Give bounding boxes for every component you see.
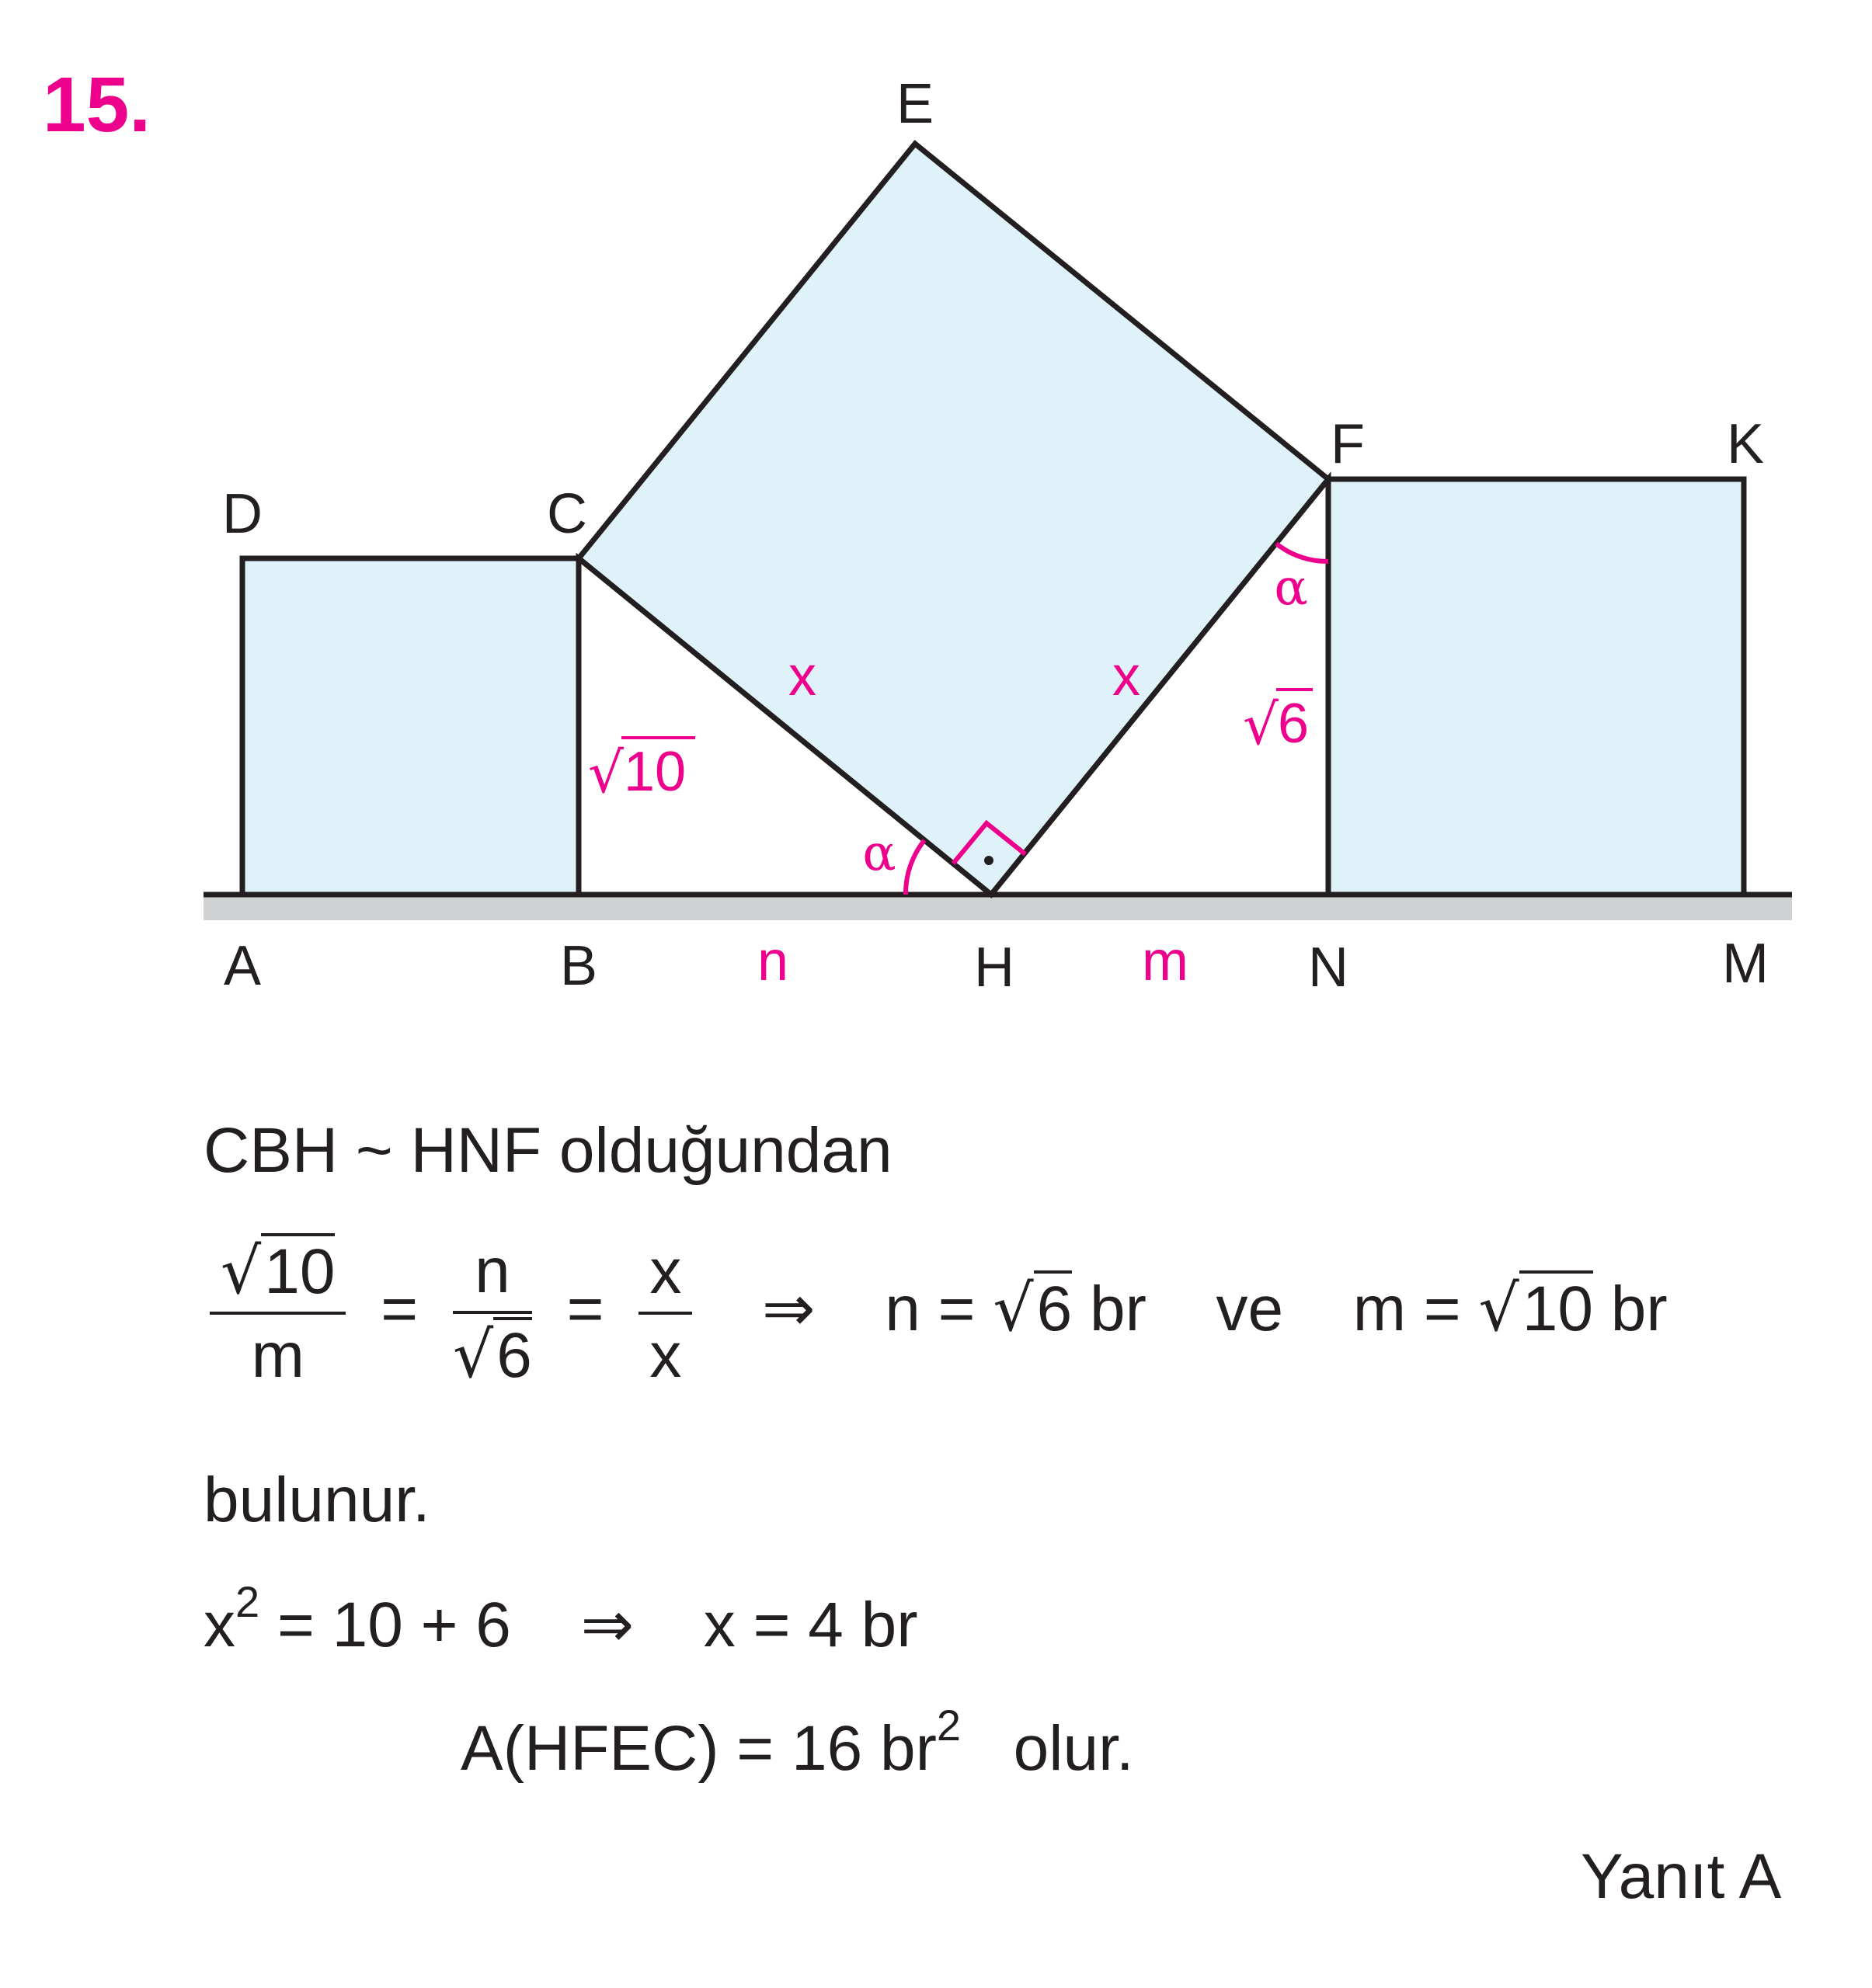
- label-nf-sqrt6: [1243, 690, 1313, 757]
- label-m: m: [1142, 930, 1188, 992]
- point-label-k: K: [1726, 413, 1765, 475]
- solution-equation: $\frac{√10}{m}$ = $\frac{n}{√6}$ = $\frac{x}{x}$ ⇒ n = √6 br ve m = √10 br: [210, 1235, 1668, 1392]
- point-label-m: M: [1722, 933, 1769, 995]
- svg-text:√: √: [588, 740, 624, 805]
- right-angle-dot: [984, 856, 993, 865]
- point-label-n: N: [1308, 937, 1348, 999]
- solution-line-1: CBH ~ HNF olduğundan: [204, 1115, 893, 1186]
- implies-arrow-1: ⇒: [761, 1272, 816, 1347]
- square-nmkf: [1328, 479, 1744, 895]
- question-number: 15.: [43, 61, 151, 148]
- solution-line-4: $x^2 = 10 + 6$ ⇒ x = 4 br: [204, 1577, 918, 1662]
- point-label-h: H: [974, 937, 1014, 999]
- svg-text:√: √: [1243, 692, 1279, 757]
- point-label-b: B: [559, 935, 598, 997]
- label-n: n: [757, 930, 789, 992]
- answer-label: Yanıt A: [1581, 1841, 1782, 1912]
- fraction-2: $\frac{n}{√6}$: [452, 1236, 532, 1392]
- implies-arrow-2: ⇒: [580, 1588, 635, 1662]
- svg-text:6: 6: [1278, 693, 1310, 755]
- point-label-d: D: [222, 483, 263, 545]
- fraction-3: $\frac{x}{x}$: [638, 1236, 692, 1392]
- label-alpha-h: α: [862, 825, 896, 882]
- point-label-c: C: [547, 483, 587, 545]
- svg-text:10: 10: [624, 741, 687, 803]
- square-abcd: [242, 558, 579, 895]
- point-label-a: A: [223, 935, 262, 997]
- label-x-right: x: [1112, 645, 1140, 707]
- label-bc-sqrt10: [588, 738, 695, 805]
- solution-line-5: A(HFEC) = 16 $br^2$ olur.: [461, 1701, 1134, 1784]
- solution-line-3: bulunur.: [204, 1465, 430, 1535]
- point-label-e: E: [896, 73, 934, 135]
- point-label-f: F: [1331, 413, 1365, 475]
- label-alpha-f: α: [1274, 559, 1308, 617]
- fraction-1: $\frac{√10}{m}$: [210, 1235, 346, 1392]
- label-x-left: x: [788, 645, 816, 707]
